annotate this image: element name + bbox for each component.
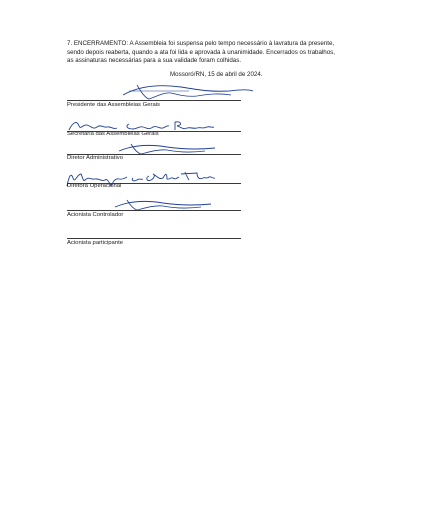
signature-block-operations-director: [67, 168, 243, 194]
closing-paragraph-line-2: sendo depois reaberta, quando a ata foi lida e aprovada à unanimidade. Encerrados os trabalhos,: [67, 48, 335, 56]
signature-line: [67, 238, 241, 239]
closing-paragraph: [67, 40, 367, 66]
signature-line: [67, 100, 241, 101]
signature-block-controlling-shareholder: [67, 198, 243, 222]
place-date: Mossoró/RN, 15 de abril de 2024.: [170, 71, 263, 78]
signature-block-admin-director: [67, 142, 243, 166]
signature-role-label: Acionista Controlador: [67, 212, 124, 218]
closing-paragraph-line-3: as assinaturas necessárias para a sua validade foram colhidas.: [67, 57, 242, 65]
signature-block-president: [67, 82, 243, 110]
signature-block-participating-shareholder: [67, 232, 243, 252]
signature-role-label: Secretária das Assembleias Gerais: [67, 131, 159, 137]
signature-role-label: Diretor Administrativo: [67, 155, 123, 161]
closing-paragraph-line-1: 7. ENCERRAMENTO: A Assembleia foi suspensa pelo tempo necessário à lavratura da presente,: [67, 40, 335, 47]
signature-role-label: Presidente das Assembleias Gerais: [67, 102, 160, 108]
signature-block-secretary: [67, 118, 243, 142]
signature-line: [67, 210, 241, 211]
signature-role-label: Acionista participante: [67, 240, 123, 246]
signature-role-label: Diretora Operacional: [67, 183, 122, 189]
president-signature-mark: [119, 82, 259, 102]
